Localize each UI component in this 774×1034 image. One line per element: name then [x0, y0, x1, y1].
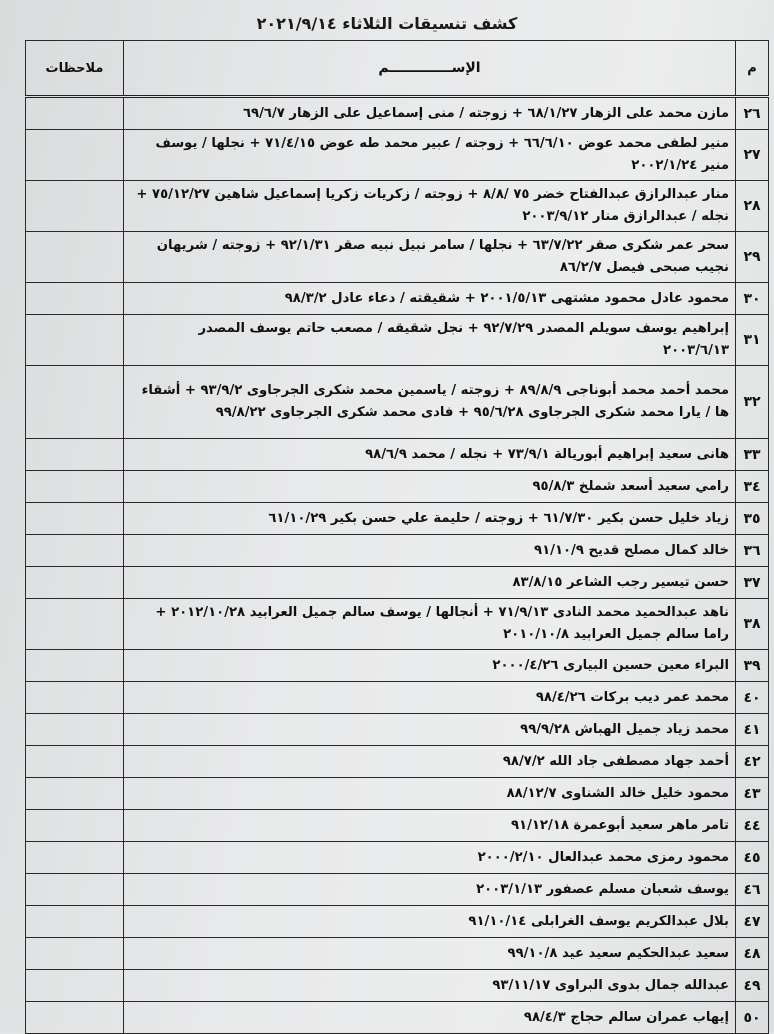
row-number: ٢٧: [736, 130, 769, 181]
row-number: ٤٢: [736, 746, 769, 778]
row-number: ٤٧: [736, 906, 769, 938]
row-number: ٣٧: [736, 567, 769, 599]
row-number: ٤١: [736, 714, 769, 746]
table-row: [26, 535, 769, 567]
row-name: تامر ماهر سعيد أبوعمرة ٩١/١٢/١٨: [124, 810, 736, 842]
row-notes: [26, 130, 124, 181]
row-number: ٣٤: [736, 471, 769, 503]
table-header-row: [26, 41, 769, 97]
row-name: محمد زياد جميل الهباش ٩٩/٩/٢٨: [124, 714, 736, 746]
row-name: سعيد عبدالحكيم سعيد عيد ٩٩/١٠/٨: [124, 938, 736, 970]
table-row: [26, 283, 769, 315]
table-row: [26, 471, 769, 503]
table-row: [26, 232, 769, 283]
row-name: بلال عبدالكريم يوسف الغرابلى ٩١/١٠/١٤: [124, 906, 736, 938]
table-row: [26, 599, 769, 650]
row-notes: [26, 746, 124, 778]
row-number: ٣٩: [736, 650, 769, 682]
row-name: حسن تيسير رجب الشاعر ٨٣/٨/١٥: [124, 567, 736, 599]
table-row: [26, 714, 769, 746]
row-name: هانى سعيد إبراهيم أبوريالة ٧٣/٩/١ + نجله / محمد ٩٨/٦/٩: [124, 439, 736, 471]
row-notes: [26, 1002, 124, 1034]
table-row: [26, 842, 769, 874]
row-name: ناهد عبدالحميد محمد النادى ٧١/٩/١٣ + أنجالها / يوسف سالم جميل العرابيد ٢٠١٢/١٠/٢٨ + راما سالم جميل العرابيد ٢٠١٠/١٠/٨: [124, 599, 736, 650]
row-notes: [26, 906, 124, 938]
row-number: ٤٨: [736, 938, 769, 970]
table-row: [26, 97, 769, 130]
row-notes: [26, 810, 124, 842]
row-number: ٤٥: [736, 842, 769, 874]
table-row: [26, 874, 769, 906]
row-notes: [26, 471, 124, 503]
table-row: [26, 315, 769, 366]
row-name: منار عبدالرازق عبدالفتاح خضر ٧٥ /٨/٨ + زوجته / زكريات زكريا إسماعيل شاهين ٧٥/١٢/٢٧ + نجله / عبدالرازق منار ٢٠٠٣/٩/١٢: [124, 181, 736, 232]
row-notes: [26, 315, 124, 366]
row-name: خالد كمال مصلح قديح ٩١/١٠/٩: [124, 535, 736, 567]
table-row: [26, 810, 769, 842]
row-name: البراء معين حسين البيارى ٢٠٠٠/٤/٢٦: [124, 650, 736, 682]
row-number: ٣٠: [736, 283, 769, 315]
table-row: [26, 567, 769, 599]
header-number: م: [736, 41, 769, 97]
document-title: كشف تنسيقات الثلاثاء ٢٠٢١/٩/١٤: [256, 14, 518, 33]
row-name: عبدالله جمال بدوى البراوى ٩٣/١١/١٧: [124, 970, 736, 1002]
row-number: ٤٩: [736, 970, 769, 1002]
row-notes: [26, 970, 124, 1002]
row-notes: [26, 714, 124, 746]
row-notes: [26, 283, 124, 315]
table-row: [26, 906, 769, 938]
row-name: أحمد جهاد مصطفى جاد الله ٩٨/٧/٢: [124, 746, 736, 778]
table-row: [26, 938, 769, 970]
row-notes: [26, 366, 124, 439]
row-name: محمود رمزى محمد عبدالعال ٢٠٠٠/٢/١٠: [124, 842, 736, 874]
row-name: رامي سعيد أسعد شملخ ٩٥/٨/٣: [124, 471, 736, 503]
row-number: ٢٨: [736, 181, 769, 232]
row-name: إبراهيم يوسف سويلم المصدر ٩٢/٧/٢٩ + نجل شقيقه / مصعب حاتم يوسف المصدر ٢٠٠٣/٦/١٣: [124, 315, 736, 366]
table-row: [26, 130, 769, 181]
header-notes: ملاحظات: [26, 41, 124, 97]
row-number: ٤٣: [736, 778, 769, 810]
table-row: [26, 650, 769, 682]
row-name: زياد خليل حسن بكير ٦١/٧/٣٠ + زوجته / حليمة علي حسن بكير ٦١/١٠/٢٩: [124, 503, 736, 535]
row-number: ٣٣: [736, 439, 769, 471]
row-number: ٣٥: [736, 503, 769, 535]
row-number: ٤٤: [736, 810, 769, 842]
row-name: يوسف شعبان مسلم عصفور ٢٠٠٣/١/١٣: [124, 874, 736, 906]
row-number: ٢٩: [736, 232, 769, 283]
row-name: إيهاب عمران سالم حجاج ٩٨/٤/٣: [124, 1002, 736, 1034]
table-row: [26, 366, 769, 439]
row-notes: [26, 503, 124, 535]
table-row: [26, 970, 769, 1002]
row-notes: [26, 682, 124, 714]
header-name: الإســـــــــــــم: [124, 41, 736, 97]
row-notes: [26, 97, 124, 130]
row-number: ٣١: [736, 315, 769, 366]
row-number: ٣٨: [736, 599, 769, 650]
table-row: [26, 682, 769, 714]
row-number: ٤٦: [736, 874, 769, 906]
row-notes: [26, 599, 124, 650]
row-notes: [26, 874, 124, 906]
row-number: ٥٠: [736, 1002, 769, 1034]
row-notes: [26, 650, 124, 682]
row-name: منير لطفى محمد عوض ٦٦/٦/١٠ + زوجته / عبير محمد طه عوض ٧١/٤/١٥ + نجلها / يوسف منير ٢٠٠٢/١/٢٤: [124, 130, 736, 181]
table-row: [26, 503, 769, 535]
row-notes: [26, 439, 124, 471]
row-notes: [26, 842, 124, 874]
row-name: مازن محمد على الزهار ٦٨/١/٢٧ + زوجته / منى إسماعيل على الزهار ٦٩/٦/٧: [124, 97, 736, 130]
row-notes: [26, 778, 124, 810]
row-notes: [26, 535, 124, 567]
row-number: ٣٦: [736, 535, 769, 567]
row-notes: [26, 938, 124, 970]
row-notes: [26, 567, 124, 599]
names-table: [25, 40, 769, 1034]
table-row: [26, 181, 769, 232]
row-notes: [26, 181, 124, 232]
row-number: ٢٦: [736, 97, 769, 130]
row-number: ٣٢: [736, 366, 769, 439]
table-row: [26, 1002, 769, 1034]
row-name: محمد أحمد محمد أبوناجى ٨٩/٨/٩ + زوجته / ياسمين محمد شكرى الجرجاوى ٩٣/٩/٢ + أشقاء ها / يارا محمد شكرى الجرجاوى ٩٥/٦/٢٨ + فادى محمد شكرى الجرجاوى ٩٩/٨/٢٢: [124, 366, 736, 439]
row-name: محمد عمر ديب بركات ٩٨/٤/٢٦: [124, 682, 736, 714]
table-row: [26, 439, 769, 471]
row-name: محمود عادل محمود مشتهى ٢٠٠١/٥/١٣ + شقيقته / دعاء عادل ٩٨/٣/٢: [124, 283, 736, 315]
row-name: محمود خليل خالد الشناوى ٨٨/١٢/٧: [124, 778, 736, 810]
row-name: سحر عمر شكرى صقر ٦٣/٧/٢٢ + نجلها / سامر نبيل نبيه صقر ٩٢/١/٣١ + زوجته / شريهان نجيب صبحى فيصل ٨٦/٢/٧: [124, 232, 736, 283]
row-number: ٤٠: [736, 682, 769, 714]
table-row: [26, 746, 769, 778]
row-notes: [26, 232, 124, 283]
table-row: [26, 778, 769, 810]
